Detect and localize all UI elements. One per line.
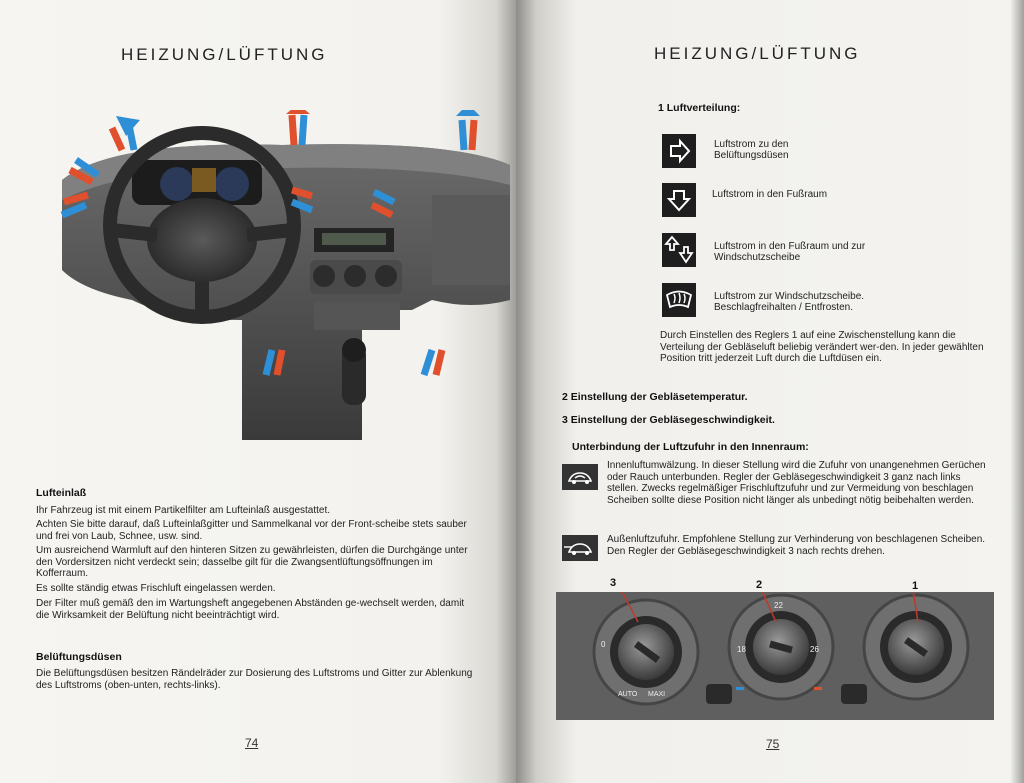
arrow-right-icon xyxy=(662,134,696,168)
fresh-air-icon xyxy=(562,535,598,561)
page-number: 75 xyxy=(766,737,780,751)
arrow-down-icon xyxy=(662,183,696,217)
section-heading-lufteinlass: Lufteinlaß xyxy=(36,487,87,499)
callout-3: 3 xyxy=(610,577,617,589)
paragraph: Die Belüftungsdüsen besitzen Rändelräder zur Dosierung des Luftstroms und Gitter zur Ablenkung des Luftstroms (oben-unten, rechts-links). xyxy=(36,668,473,691)
distribution-label: Luftstrom in den Fußraum und zur Windschutzscheibe xyxy=(714,241,866,263)
item1-heading: 1 Luftverteilung: xyxy=(658,102,741,114)
arrow-up-down-icon xyxy=(662,233,696,267)
recirculation-text: Innenluftumwälzung. In dieser Stellung wird die Zufuhr von unangenehmen Gerüchen oder Rauch unterbunden. Regler der Gebläsegeschwindigkeit 3 ganz nach links stellen. Zwecks regelmäßiger Frischluftzufuhr und zur Vermeidung von beschlagen Scheiben sollte diese Position nicht länger als unbedingt nötig beibehalten werden. xyxy=(607,460,986,506)
knob-temp-low: 18 xyxy=(737,645,746,654)
knob-temp-mid: 22 xyxy=(774,601,783,610)
knob-fan-auto: AUTO xyxy=(618,691,638,698)
distribution-note: Durch Einstellen des Reglers 1 auf eine Zwischenstellung kann die Verteilung der Gebläseluft beliebig verändert wer-den. In jeder gewählten Position tritt jederzeit Luft durch die Luftdüsen ein. xyxy=(660,330,984,364)
distribution-label: Luftstrom in den Fußraum xyxy=(712,189,828,200)
left-page-title: HEIZUNG/LÜFTUNG xyxy=(121,45,328,64)
item2-text: 2 Einstellung der Gebläsetemperatur. xyxy=(562,391,748,403)
knob-fan-max: MAXI xyxy=(648,691,666,698)
callout-2: 2 xyxy=(756,579,763,591)
callout-1: 1 xyxy=(912,580,919,592)
right-page-title: HEIZUNG/LÜFTUNG xyxy=(654,44,861,63)
page-number: 74 xyxy=(245,736,259,750)
paragraph: Ihr Fahrzeug ist mit einem Partikelfilter am Lufteinlaß ausgestattet. xyxy=(36,505,331,516)
right-page xyxy=(516,0,1024,783)
distribution-label: Luftstrom zu den Belüftungsdüsen xyxy=(714,139,789,161)
paragraph: Um ausreichend Warmluft auf den hinteren Sitzen zu gewährleisten, dürfen die Durchgänge unter den Vordersitzen nicht verdeckt sein; dasselbe gilt für die Zwangsentlüftungsöffnungen im Kofferraum. xyxy=(36,545,468,579)
recirc-heading: Unterbindung der Luftzufuhr in den Innenraum: xyxy=(572,441,809,453)
distribution-label: Luftstrom zur Windschutzscheibe. Beschlagfreihalten / Entfrosten. xyxy=(714,291,865,313)
recirculation-icon xyxy=(562,464,598,490)
knob-fan-zero: 0 xyxy=(601,640,606,649)
heater-controls-photo xyxy=(556,592,994,720)
section-heading-belueftungsduesen: Belüftungsdüsen xyxy=(36,651,122,663)
paragraph: Der Filter muß gemäß den im Wartungsheft angegebenen Abständen ge-wechselt werden, damit die Wirksamkeit der Belüftung nicht beeinträchtigt wird. xyxy=(36,598,465,621)
dashboard-photo xyxy=(52,110,510,440)
knob-temp-high: 26 xyxy=(810,645,819,654)
windshield-defrost-icon xyxy=(662,283,696,317)
item3-text: 3 Einstellung der Gebläsegeschwindigkeit. xyxy=(562,414,775,426)
paragraph: Es sollte ständig etwas Frischluft eingelassen werden. xyxy=(36,583,276,594)
fresh-air-text: Außenluftzufuhr. Empfohlene Stellung zur Verhinderung von beschlagenen Scheiben. Den Regler der Gebläsegeschwindigkeit 3 nach rechts drehen. xyxy=(607,534,986,557)
paragraph: Achten Sie bitte darauf, daß Lufteinlaßgitter und Sammelkanal vor der Front-scheibe stets sauber und frei von Laub, Schnee, usw. sind. xyxy=(36,519,467,542)
